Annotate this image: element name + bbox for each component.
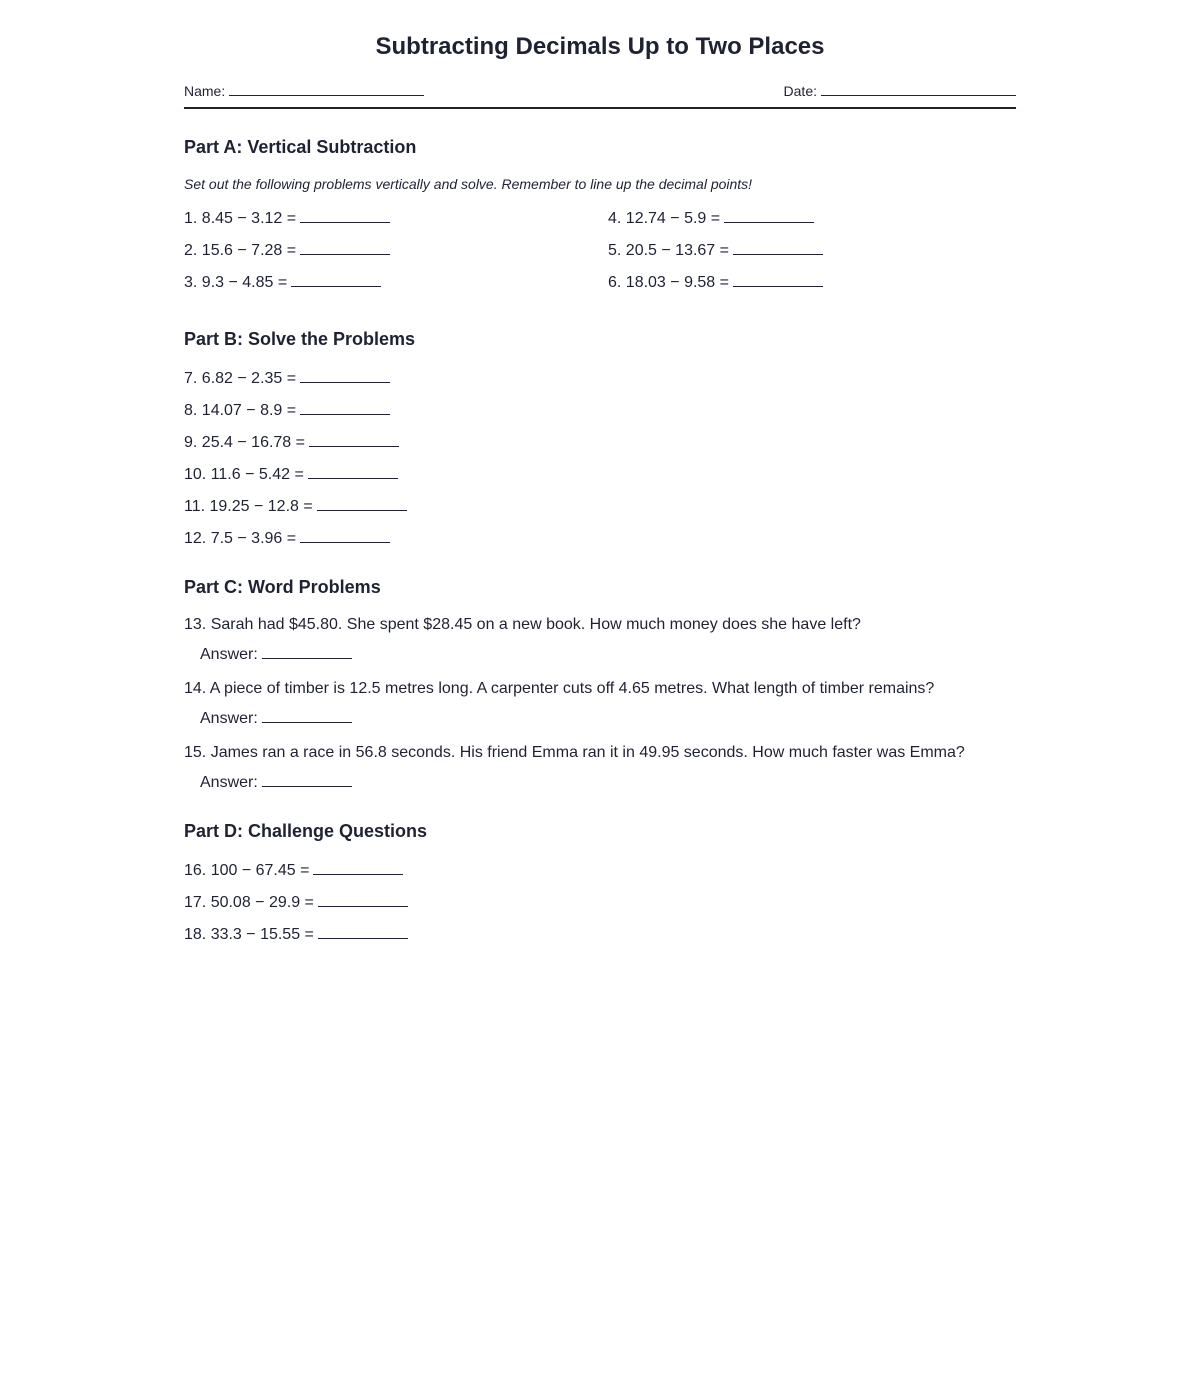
name-blank[interactable] — [229, 80, 424, 96]
answer-blank[interactable] — [300, 366, 390, 383]
part-d-heading: Part D: Challenge Questions — [184, 821, 428, 841]
problem-text: 4. 12.74 − 5.9 = — [608, 210, 721, 227]
part-c-heading: Part C: Word Problems — [184, 577, 381, 597]
answer-blank[interactable] — [262, 770, 352, 787]
problem-2 — [184, 238, 390, 262]
problem-7 — [184, 366, 390, 390]
date-field[interactable] — [784, 80, 1016, 101]
answer-blank[interactable] — [300, 398, 390, 415]
answer-blank[interactable] — [291, 270, 381, 287]
answer-blank[interactable] — [300, 526, 390, 543]
part-a-instructions: Set out the following problems vertically and solve. Remember to line up the decimal points! — [184, 176, 753, 192]
word-problem-15: 15. James ran a race in 56.8 seconds. His friend Emma ran it in 49.95 seconds. How much faster was Emma? — [184, 744, 965, 761]
answer-blank[interactable] — [300, 238, 390, 255]
answer-blank[interactable] — [309, 430, 399, 447]
problem-text: 1. 8.45 − 3.12 = — [184, 210, 297, 227]
problem-text: 9. 25.4 − 16.78 = — [184, 434, 305, 451]
answer-blank[interactable] — [733, 270, 823, 287]
problem-text: 17. 50.08 − 29.9 = — [184, 894, 314, 911]
answer-blank[interactable] — [724, 206, 814, 223]
answer-blank[interactable] — [733, 238, 823, 255]
problem-8 — [184, 398, 390, 422]
answer-row-14 — [200, 706, 352, 730]
problem-text: 8. 14.07 − 8.9 = — [184, 402, 297, 419]
answer-row-13 — [200, 642, 352, 666]
word-problem-13: 13. Sarah had $45.80. She spent $28.45 on a new book. How much money does she have left? — [184, 616, 861, 633]
problem-18 — [184, 922, 408, 946]
name-field[interactable] — [184, 80, 424, 101]
answer-blank[interactable] — [308, 462, 398, 479]
answer-blank[interactable] — [318, 922, 408, 939]
header-divider — [184, 107, 1016, 109]
problem-text: 7. 6.82 − 2.35 = — [184, 370, 297, 387]
date-blank[interactable] — [821, 80, 1016, 96]
word-problem-14: 14. A piece of timber is 12.5 metres long. A carpenter cuts off 4.65 metres. What length of timber remains? — [184, 680, 935, 697]
problem-3 — [184, 270, 381, 294]
problem-1 — [184, 206, 390, 230]
part-a-heading: Part A: Vertical Subtraction — [184, 137, 417, 157]
answer-blank[interactable] — [318, 890, 408, 907]
part-b-heading: Part B: Solve the Problems — [184, 329, 416, 349]
answer-blank[interactable] — [262, 642, 352, 659]
problem-17 — [184, 890, 408, 914]
problem-5 — [608, 238, 823, 262]
problem-text: 16. 100 − 67.45 = — [184, 862, 310, 879]
problem-9 — [184, 430, 399, 454]
answer-label: Answer: — [200, 774, 258, 791]
problem-10 — [184, 462, 398, 486]
problem-16 — [184, 858, 403, 882]
page-title: Subtracting Decimals Up to Two Places — [375, 33, 825, 60]
problem-text: 3. 9.3 − 4.85 = — [184, 274, 288, 291]
problem-text: 12. 7.5 − 3.96 = — [184, 530, 297, 547]
answer-blank[interactable] — [317, 494, 407, 511]
problem-6 — [608, 270, 823, 294]
problem-text: 18. 33.3 − 15.55 = — [184, 926, 314, 943]
date-label: Date: — [783, 83, 817, 99]
header-fields — [184, 80, 1016, 100]
answer-blank[interactable] — [262, 706, 352, 723]
answer-blank[interactable] — [313, 858, 403, 875]
answer-blank[interactable] — [300, 206, 390, 223]
problem-text: 2. 15.6 − 7.28 = — [184, 242, 297, 259]
problem-text: 11. 19.25 − 12.8 = — [184, 498, 313, 515]
problem-text: 5. 20.5 − 13.67 = — [608, 242, 729, 259]
problem-12 — [184, 526, 390, 550]
answer-label: Answer: — [200, 646, 258, 663]
problem-4 — [608, 206, 814, 230]
answer-label: Answer: — [200, 710, 258, 727]
answer-row-15 — [200, 770, 352, 794]
problem-text: 10. 11.6 − 5.42 = — [184, 466, 304, 483]
problem-11 — [184, 494, 407, 518]
name-label: Name: — [184, 83, 226, 99]
problem-text: 6. 18.03 − 9.58 = — [608, 274, 729, 291]
